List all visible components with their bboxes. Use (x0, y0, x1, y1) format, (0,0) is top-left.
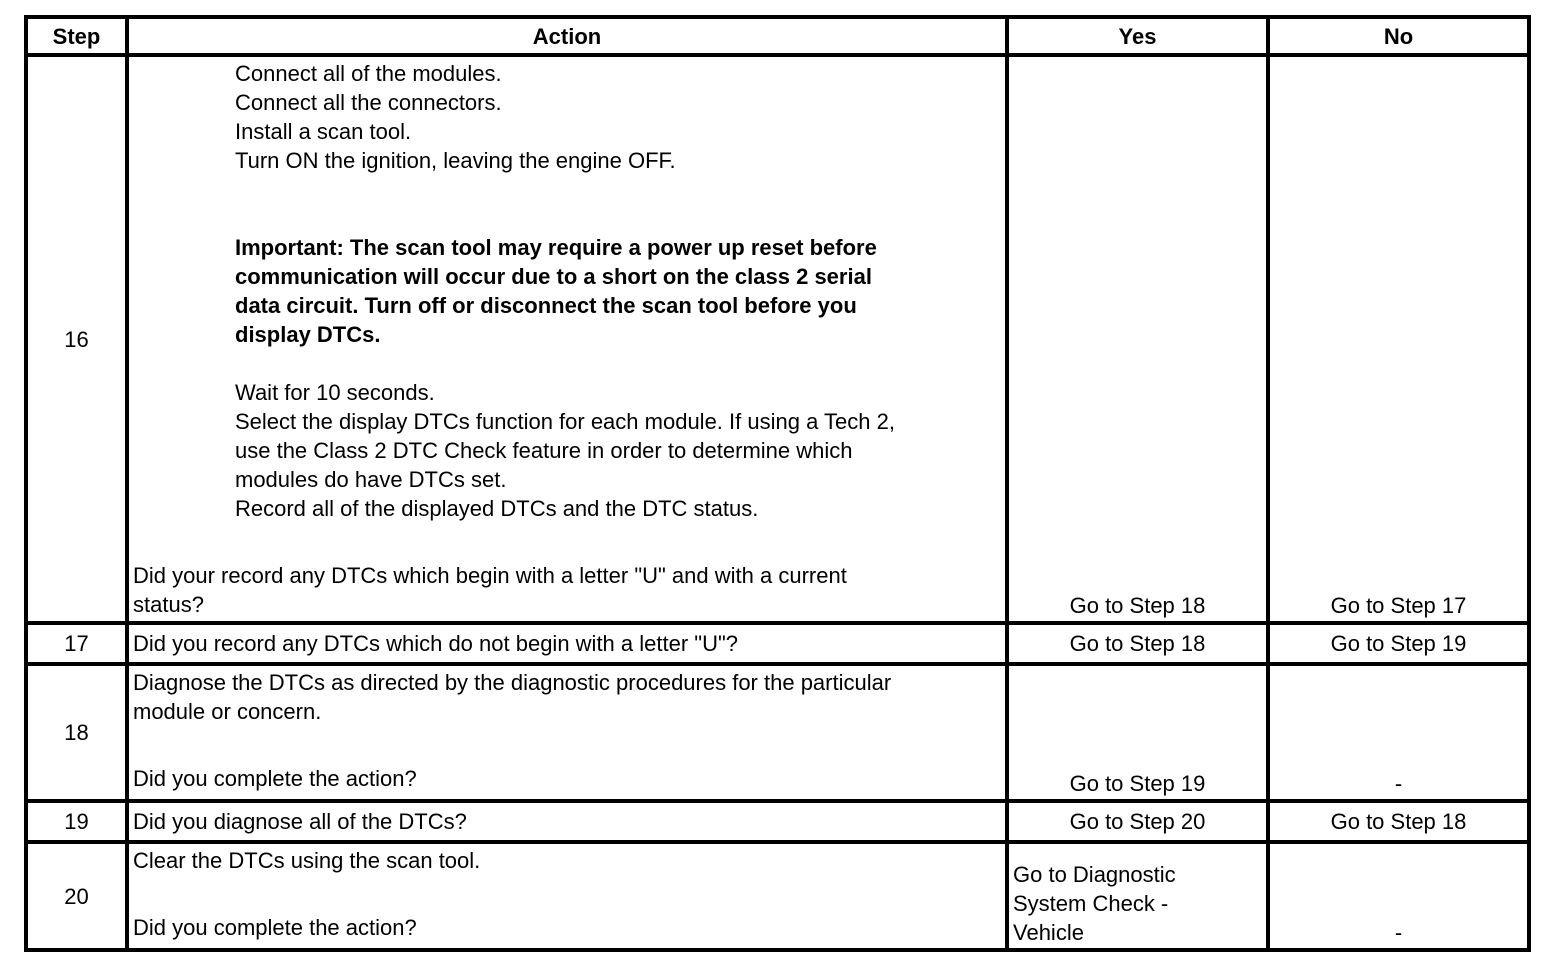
table-row (26, 664, 1529, 801)
table-row (26, 842, 1529, 950)
action-question: Did you complete the action? (133, 915, 417, 940)
diagnostic-table (24, 15, 1531, 952)
action-line: Wait for 10 seconds. (235, 380, 435, 405)
no-cell: - (1268, 664, 1529, 801)
action-cell (127, 55, 1007, 623)
header-row (26, 17, 1529, 55)
action-question: Did you record any DTCs which do not begin with a letter "U"? (133, 631, 739, 656)
header-no: No (1268, 17, 1529, 55)
step-number: 17 (26, 623, 127, 664)
action-line: Install a scan tool. (235, 119, 412, 144)
action-line: Record all of the displayed DTCs and the DTC status. (235, 496, 759, 521)
no-cell: - (1268, 842, 1529, 950)
action-line: use the Class 2 DTC Check feature in order to determine which (235, 438, 853, 463)
action-cell (127, 664, 1007, 801)
action-line: module or concern. (133, 699, 322, 724)
table-row (26, 623, 1529, 664)
important-note-line: data circuit. Turn off or disconnect the scan tool before you (235, 293, 857, 318)
yes-line: System Check - (1013, 891, 1169, 916)
action-line: Connect all of the modules. (235, 61, 502, 86)
action-question: Did you complete the action? (133, 766, 417, 791)
no-cell: Go to Step 17 (1268, 55, 1529, 623)
step-number: 20 (26, 842, 127, 950)
step-number: 19 (26, 801, 127, 842)
action-question: Did you diagnose all of the DTCs? (133, 809, 467, 834)
header-yes: Yes (1007, 17, 1268, 55)
no-cell: Go to Step 18 (1268, 801, 1529, 842)
action-line: Connect all the connectors. (235, 90, 502, 115)
header-action: Action (127, 17, 1007, 55)
action-cell (127, 623, 1007, 664)
table-row (26, 55, 1529, 623)
header-step: Step (26, 17, 127, 55)
yes-cell: Go to Step 18 (1007, 55, 1268, 623)
step-number: 18 (26, 664, 127, 801)
action-line: modules do have DTCs set. (235, 467, 507, 492)
action-cell (127, 801, 1007, 842)
yes-cell: Go to Step 20 (1007, 801, 1268, 842)
yes-cell: Go to Step 18 (1007, 623, 1268, 664)
yes-cell (1007, 842, 1268, 950)
important-note-line: Important: The scan tool may require a power up reset before (235, 235, 877, 260)
no-cell: Go to Step 19 (1268, 623, 1529, 664)
action-line: Clear the DTCs using the scan tool. (133, 848, 481, 873)
yes-cell: Go to Step 19 (1007, 664, 1268, 801)
yes-line: Go to Diagnostic (1013, 862, 1176, 887)
action-line: Select the display DTCs function for each module. If using a Tech 2, (235, 409, 895, 434)
action-line: Diagnose the DTCs as directed by the diagnostic procedures for the particular (133, 670, 892, 695)
yes-line: Vehicle (1013, 920, 1084, 945)
action-line: Turn ON the ignition, leaving the engine OFF. (235, 148, 676, 173)
step-number: 16 (26, 55, 127, 623)
action-question: status? (133, 592, 204, 617)
action-cell (127, 842, 1007, 950)
important-note-line: display DTCs. (235, 322, 381, 347)
action-question: Did your record any DTCs which begin with a letter "U" and with a current (133, 563, 847, 588)
important-note-line: communication will occur due to a short on the class 2 serial (235, 264, 872, 289)
table-row (26, 801, 1529, 842)
